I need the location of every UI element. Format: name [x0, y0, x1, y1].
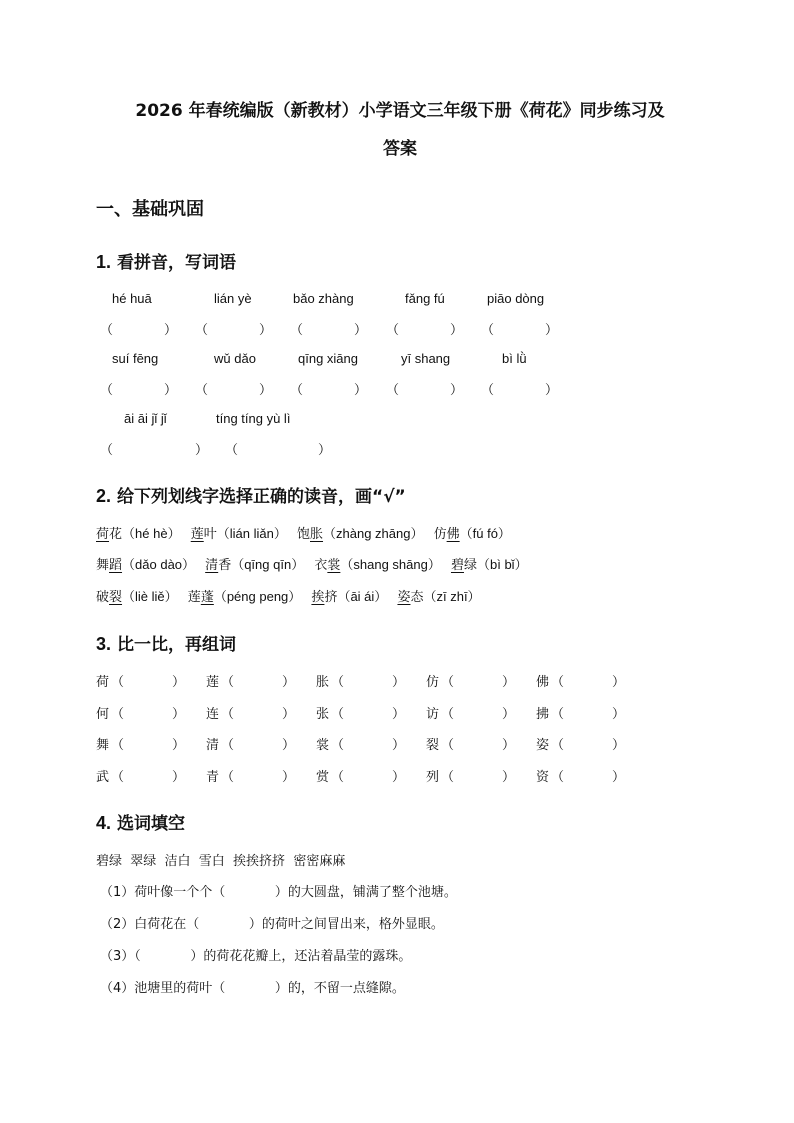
paren-close: ）: [450, 383, 464, 398]
paren-close: ）: [172, 675, 186, 690]
paren-open: （: [551, 675, 565, 690]
compare-word-cell: [96, 734, 185, 753]
compare-character: 武: [96, 770, 110, 785]
pronunciation-item: 仿佛（fú fó）: [433, 526, 511, 542]
compare-word-cell: [206, 766, 295, 785]
compare-word-cell: [536, 703, 625, 722]
question-number: 1.: [96, 252, 112, 272]
word-bank: 碧绿 翠绿 洁白 雪白 挨挨挤挤 密密麻麻: [96, 854, 346, 869]
compare-word-cell: [426, 734, 515, 753]
compare-character: 列: [426, 770, 440, 785]
fill-blank-item: （4）池塘里的荷叶（ ）的，不留一点缝隙。: [100, 981, 405, 996]
compare-word-cell: [426, 703, 515, 722]
compare-word-cell: [316, 734, 405, 753]
paren-open: （: [331, 770, 345, 785]
pinyin-item: yī shang: [401, 351, 451, 366]
paren-close: ）: [612, 675, 626, 690]
pinyin-item: wǔ dǎo: [214, 351, 256, 366]
compare-word-cell: [206, 703, 295, 722]
question-title: 比一比，再组词: [117, 635, 237, 655]
paren-open: （: [111, 738, 125, 753]
pronunciation-item: 清香（qīng qīn）: [205, 557, 305, 573]
compare-word-cell: [316, 671, 405, 690]
paren-close: ）: [195, 443, 209, 458]
pronunciation-row: [96, 523, 511, 542]
paren-open: （: [386, 383, 400, 398]
compare-word-cell: [96, 766, 185, 785]
pronunciation-item: 莲叶（lián liǎn）: [190, 526, 287, 542]
compare-character: 何: [96, 707, 110, 722]
paren-open: （: [331, 738, 345, 753]
compare-character: 裂: [426, 738, 440, 753]
pronunciation-item: 衣裳（shang shāng）: [314, 557, 441, 573]
paren-close: ）: [612, 770, 626, 785]
paren-open: （: [100, 443, 114, 458]
paren-close: ）: [612, 738, 626, 753]
pinyin-item: hé huā: [112, 291, 152, 306]
pronunciation-item: 挨挤（āi ái）: [311, 589, 388, 605]
compare-character: 访: [426, 707, 440, 722]
compare-character: 连: [206, 707, 220, 722]
paren-open: （: [331, 707, 345, 722]
compare-character: 资: [536, 770, 550, 785]
pinyin-item: tíng tíng yù lì: [216, 411, 291, 426]
question-title: 选词填空: [117, 814, 186, 834]
question-2-heading: [96, 482, 406, 507]
paren-open: （: [551, 770, 565, 785]
section-heading: 一、基础巩固: [96, 199, 204, 220]
paren-open: （: [221, 770, 235, 785]
pronunciation-item: 姿态（zī zhī）: [397, 589, 481, 605]
paren-close: ）: [612, 707, 626, 722]
paren-open: （: [225, 443, 239, 458]
pinyin-item: fǎng fú: [405, 291, 445, 306]
paren-close: ）: [282, 707, 296, 722]
paren-open: （: [221, 738, 235, 753]
paren-close: ）: [392, 738, 406, 753]
paren-open: （: [111, 770, 125, 785]
pronunciation-item: 碧绿（bì bǐ）: [450, 557, 528, 573]
question-3-heading: [96, 630, 236, 655]
compare-word-cell: [316, 766, 405, 785]
paren-open: （: [551, 707, 565, 722]
paren-open: （: [111, 707, 125, 722]
pinyin-item: āi āi jǐ jǐ: [124, 411, 167, 426]
pronunciation-item: 饱胀（zhàng zhāng）: [296, 526, 424, 542]
compare-character: 仿: [426, 675, 440, 690]
pinyin-item: bì lǜ: [502, 351, 527, 366]
pronunciation-row: [96, 554, 528, 573]
paren-close: ）: [502, 738, 516, 753]
paren-open: （: [386, 323, 400, 338]
compare-character: 舞: [96, 738, 110, 753]
paren-close: ）: [282, 770, 296, 785]
compare-character: 拂: [536, 707, 550, 722]
compare-word-cell: [206, 734, 295, 753]
paren-close: ）: [354, 323, 368, 338]
paren-open: （: [290, 383, 304, 398]
paren-open: （: [331, 675, 345, 690]
paren-close: ）: [392, 675, 406, 690]
paren-close: ）: [450, 323, 464, 338]
pronunciation-item: 破裂（liè liě）: [96, 589, 178, 605]
paren-close: ）: [545, 323, 559, 338]
compare-word-cell: [316, 703, 405, 722]
paren-close: ）: [502, 707, 516, 722]
question-title: 给下列划线字选择正确的读音，画“√”: [117, 487, 406, 507]
compare-character: 裳: [316, 738, 330, 753]
paren-open: （: [100, 323, 114, 338]
paren-open: （: [441, 770, 455, 785]
paren-open: （: [481, 383, 495, 398]
title-line-2: 答案: [383, 139, 417, 159]
paren-close: ）: [392, 707, 406, 722]
paren-open: （: [441, 675, 455, 690]
paren-open: （: [195, 383, 209, 398]
paren-open: （: [290, 323, 304, 338]
pronunciation-item: 舞蹈（dǎo dào）: [96, 557, 196, 573]
paren-close: ）: [172, 707, 186, 722]
paren-close: ）: [392, 770, 406, 785]
paren-close: ）: [502, 675, 516, 690]
compare-word-cell: [536, 671, 625, 690]
paren-close: ）: [164, 323, 178, 338]
paren-open: （: [441, 707, 455, 722]
paren-open: （: [481, 323, 495, 338]
paren-open: （: [221, 707, 235, 722]
compare-character: 胀: [316, 675, 330, 690]
document-title: [80, 92, 720, 168]
compare-character: 青: [206, 770, 220, 785]
compare-word-cell: [536, 734, 625, 753]
pinyin-item: bǎo zhàng: [293, 291, 354, 306]
pronunciation-row: [96, 586, 481, 605]
paren-close: ）: [318, 443, 332, 458]
paren-close: ）: [282, 738, 296, 753]
compare-word-cell: [206, 671, 295, 690]
paren-close: ）: [502, 770, 516, 785]
paren-close: ）: [259, 323, 273, 338]
paren-close: ）: [172, 770, 186, 785]
compare-word-cell: [96, 671, 185, 690]
compare-character: 张: [316, 707, 330, 722]
paren-close: ）: [164, 383, 178, 398]
pronunciation-item: 荷花（hé hè）: [96, 526, 181, 542]
paren-close: ）: [172, 738, 186, 753]
title-line-1: 2026 年春统编版（新教材）小学语文三年级下册《荷花》同步练习及: [135, 101, 665, 121]
compare-word-cell: [426, 671, 515, 690]
compare-character: 赏: [316, 770, 330, 785]
paren-open: （: [551, 738, 565, 753]
paren-open: （: [195, 323, 209, 338]
paren-open: （: [221, 675, 235, 690]
paren-close: ）: [354, 383, 368, 398]
pinyin-item: suí fēng: [112, 351, 159, 366]
paren-open: （: [441, 738, 455, 753]
paren-open: （: [100, 383, 114, 398]
compare-word-cell: [536, 766, 625, 785]
pinyin-item: lián yè: [214, 291, 252, 306]
compare-character: 荷: [96, 675, 110, 690]
compare-character: 姿: [536, 738, 550, 753]
compare-word-cell: [426, 766, 515, 785]
paren-close: ）: [282, 675, 296, 690]
pinyin-item: qīng xiāng: [298, 351, 358, 366]
paren-close: ）: [545, 383, 559, 398]
fill-blank-item: （1）荷叶像一个个（ ）的大圆盘，铺满了整个池塘。: [100, 885, 457, 900]
compare-word-cell: [96, 703, 185, 722]
question-number: 2.: [96, 486, 112, 506]
compare-character: 清: [206, 738, 220, 753]
question-title: 看拼音，写词语: [117, 253, 237, 273]
fill-blank-item: （3）（ ）的荷花花瓣上，还沾着晶莹的露珠。: [100, 949, 412, 964]
compare-character: 莲: [206, 675, 220, 690]
paren-close: ）: [259, 383, 273, 398]
question-1-heading: [96, 248, 236, 273]
fill-blank-item: （2）白荷花在（ ）的荷叶之间冒出来，格外显眼。: [100, 917, 444, 932]
question-number: 3.: [96, 634, 112, 654]
pronunciation-item: 莲蓬（péng peng）: [187, 589, 302, 605]
compare-character: 佛: [536, 675, 550, 690]
paren-open: （: [111, 675, 125, 690]
question-4-heading: [96, 809, 185, 834]
pinyin-item: piāo dòng: [487, 291, 545, 306]
question-number: 4.: [96, 813, 112, 833]
